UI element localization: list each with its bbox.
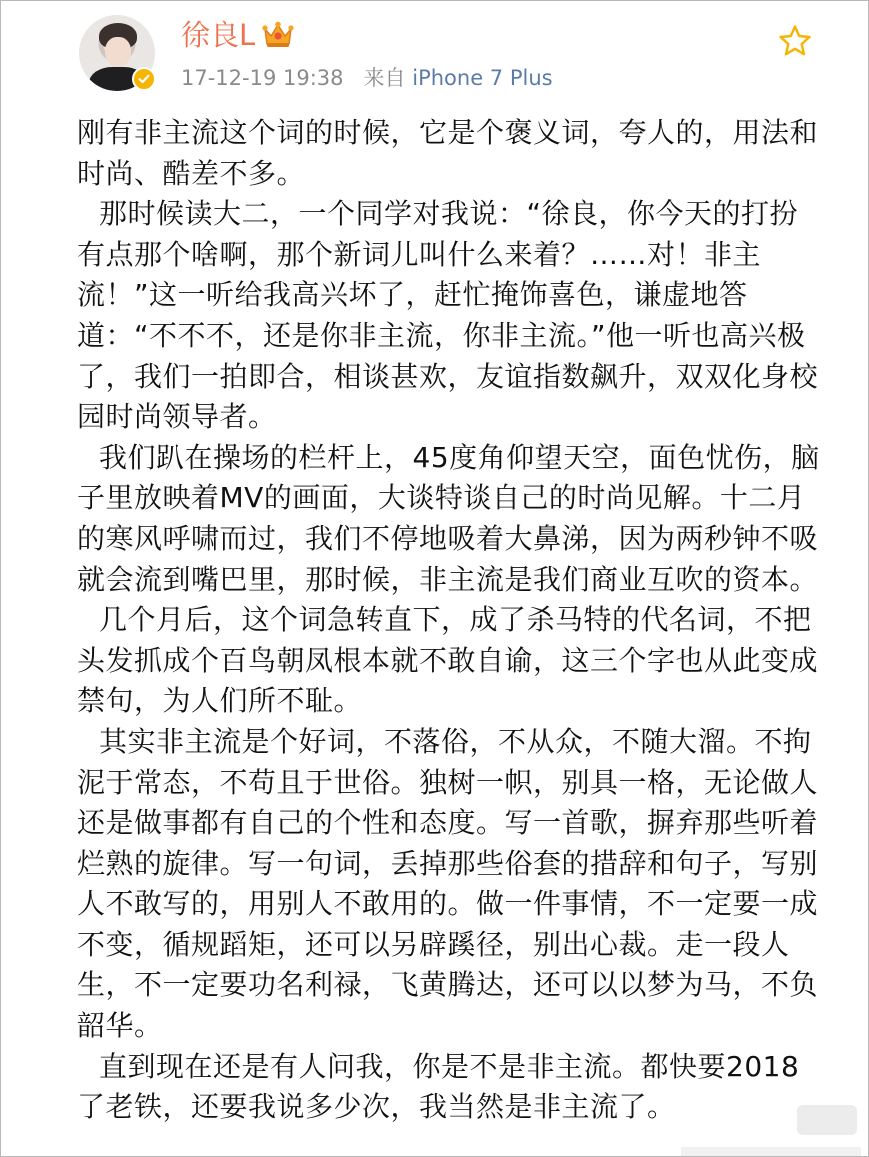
post-timestamp: 17-12-19 19:38	[181, 66, 344, 90]
post-paragraph-5: 其实非主流是个好词，不落俗，不从众，不随大溜。不拘泥于常态，不苟且于世俗。独树一帜，别具一格，无论做人还是做事都有自己的个性和态度。写一首歌，摒弃那些听着烂熟的旋律。写一句词，丢掉那些俗套的措辞和句子，写别人不敢写的，用别人不敢用的。做一件事情，不一定要一成不变，循规蹈矩，还可以另辟蹊径，别出心裁。走一段人生，不一定要功名利禄，飞黄腾达，还可以以梦为马，不负韶华。	[77, 724, 819, 1043]
post-meta	[181, 63, 553, 93]
post-source-prefix: 来自	[363, 66, 406, 90]
post-paragraph-6: 直到现在还是有人问我，你是不是非主流。都快要2018了老铁，还要我说多少次，我当然是非主流了。	[77, 1049, 800, 1124]
post-paragraph-2: 那时候读大二，一个同学对我说：“徐良，你今天的打扮有点那个啥啊，那个新词儿叫什么来着？……对！非主流！”这一听给我高兴坏了，赶忙掩饰喜色，谦虚地答道：“不不不，还是你非主流，你非主流。”他一听也高兴极了，我们一拍即合，相谈甚欢，友谊指数飙升，双双化身校园时尚领导者。	[77, 197, 819, 434]
post-body	[77, 113, 822, 1128]
watermark-strip	[681, 1147, 861, 1157]
watermark-logo	[797, 1105, 857, 1135]
verified-badge-icon	[132, 67, 156, 91]
post-source-device[interactable]: iPhone 7 Plus	[412, 66, 553, 90]
crown-icon	[262, 21, 294, 49]
post-paragraph-4: 几个月后，这个词急转直下，成了杀马特的代名词，不把头发抓成个百鸟朝凤根本就不敢自谕，这三个字也从此变成禁句，为人们所不耻。	[77, 603, 819, 718]
avatar-face	[105, 37, 131, 67]
favorite-star-icon[interactable]	[777, 23, 813, 59]
username[interactable]: 徐良L	[181, 18, 256, 52]
post-paragraph-3: 我们趴在操场的栏杆上，45度角仰望天空，面色忧伤，脑子里放映着MV的画面，大谈特谈自己的时尚见解。十二月的寒风呼啸而过，我们不停地吸着大鼻涕，因为两秒钟不吸就会流到嘴巴里，那时候，非主流是我们商业互吹的资本。	[77, 440, 820, 596]
post-paragraph-1: 刚有非主流这个词的时候，它是个褒义词，夸人的，用法和时尚、酷差不多。	[77, 116, 819, 190]
